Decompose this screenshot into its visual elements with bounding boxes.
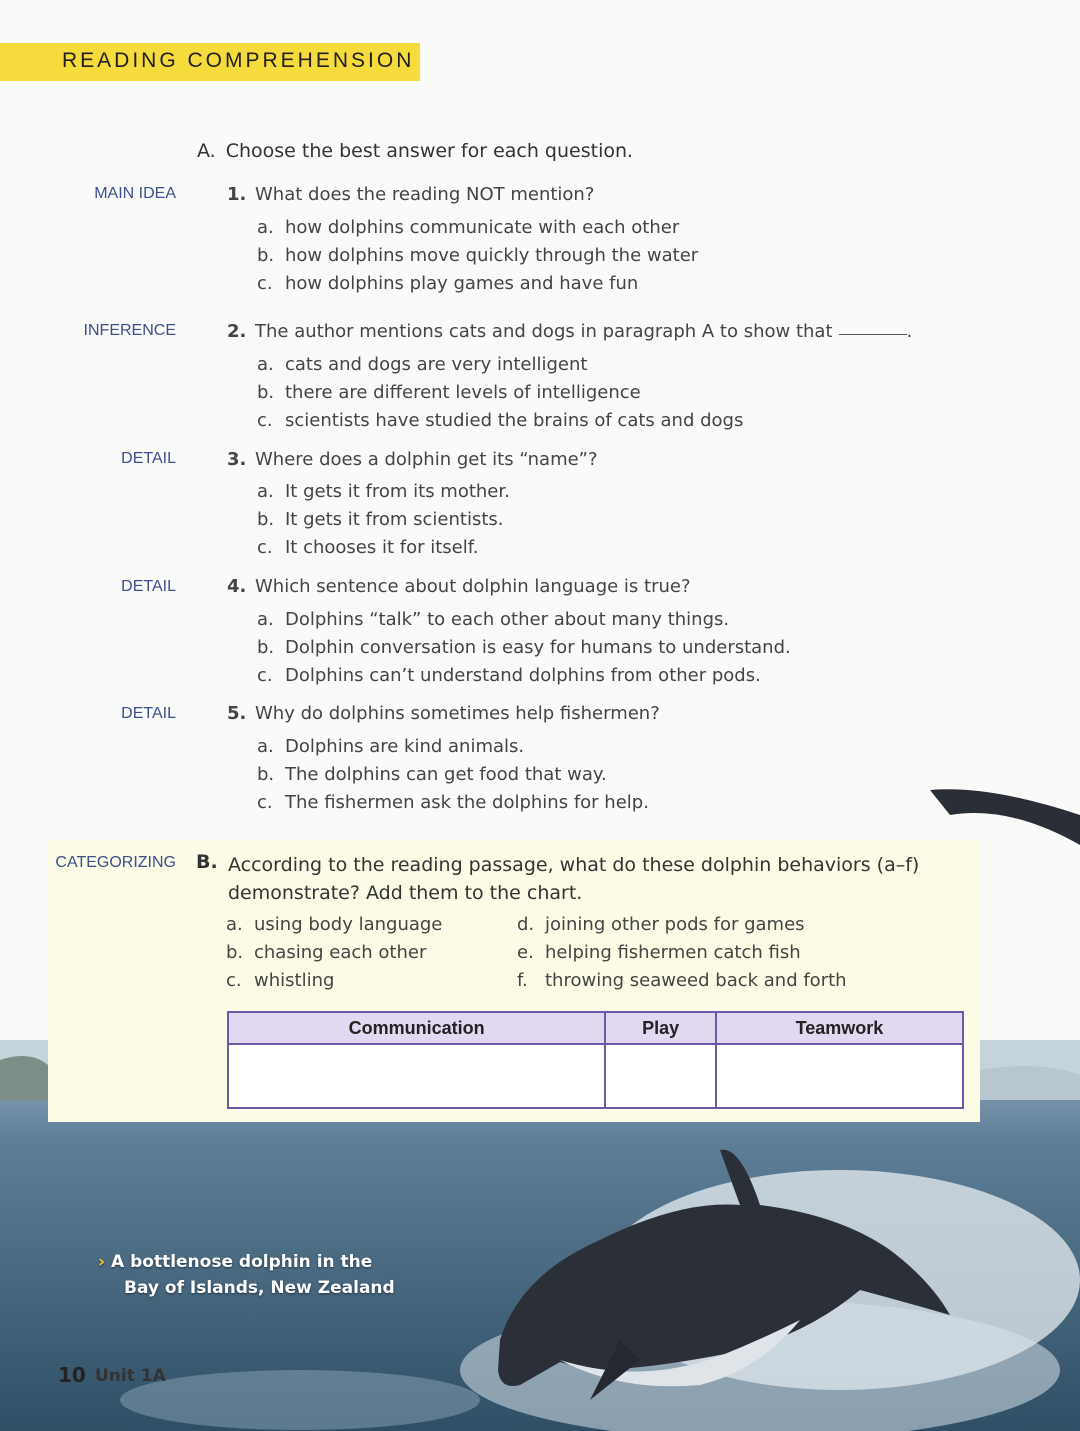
answer-option[interactable] xyxy=(257,354,587,375)
option-letter: b. xyxy=(257,637,275,658)
answer-option[interactable] xyxy=(257,764,607,785)
category-chart xyxy=(227,1011,964,1109)
chart-cell-communication[interactable] xyxy=(228,1044,605,1108)
answer-option[interactable] xyxy=(257,792,649,813)
option-text: It gets it from scientists. xyxy=(285,509,504,530)
option-letter: c. xyxy=(257,792,273,813)
unit-label: Unit 1A xyxy=(95,1366,166,1386)
behavior-item xyxy=(226,914,442,935)
question-1 xyxy=(227,184,594,205)
section-b-instruction: According to the reading passage, what do these dolphin behaviors (a–f) demonstrate? Add them to the chart. xyxy=(228,854,920,904)
answer-option[interactable] xyxy=(257,736,524,757)
section-b-tag: CATEGORIZING xyxy=(55,854,176,871)
answer-option[interactable] xyxy=(257,609,729,630)
behavior-letter: f. xyxy=(517,970,528,991)
option-letter: a. xyxy=(257,736,274,757)
behavior-text: helping fishermen catch fish xyxy=(545,942,801,963)
question-4 xyxy=(227,576,691,597)
question-tag: DETAIL xyxy=(121,705,176,722)
question-tag: MAIN IDEA xyxy=(94,185,176,202)
answer-option[interactable] xyxy=(257,481,510,502)
question-3 xyxy=(227,449,598,470)
question-5 xyxy=(227,703,660,724)
answer-option[interactable] xyxy=(257,382,641,403)
caption-line-2: Bay of Islands, New Zealand xyxy=(124,1278,395,1298)
option-text: Dolphin conversation is easy for humans to understand. xyxy=(285,637,791,658)
chart-header-teamwork: Teamwork xyxy=(716,1012,963,1044)
caption-line-1: A bottlenose dolphin in the xyxy=(111,1252,373,1272)
question-text: Why do dolphins sometimes help fishermen? xyxy=(255,703,660,724)
option-text: cats and dogs are very intelligent xyxy=(285,354,588,375)
section-title: READING COMPREHENSION xyxy=(62,49,415,72)
section-header xyxy=(0,43,420,81)
answer-option[interactable] xyxy=(257,217,679,238)
behavior-letter: c. xyxy=(226,970,242,991)
question-number: 4. xyxy=(227,576,247,597)
option-text: It chooses it for itself. xyxy=(285,537,479,558)
chart-cell-play[interactable] xyxy=(605,1044,716,1108)
answer-option[interactable] xyxy=(257,245,698,266)
option-letter: a. xyxy=(257,609,274,630)
option-text: Dolphins can’t understand dolphins from other pods. xyxy=(285,665,761,686)
option-text: The dolphins can get food that way. xyxy=(285,764,607,785)
section-a-letter: A. xyxy=(197,140,216,162)
question-text: What does the reading NOT mention? xyxy=(255,184,595,205)
question-text: Where does a dolphin get its “name”? xyxy=(255,449,598,470)
question-number: 5. xyxy=(227,703,247,724)
chart-header-communication: Communication xyxy=(228,1012,605,1044)
page-number: 10 xyxy=(58,1363,86,1387)
behavior-letter: d. xyxy=(517,914,535,935)
answer-option[interactable] xyxy=(257,273,638,294)
behavior-item xyxy=(517,970,847,991)
option-letter: c. xyxy=(257,665,273,686)
option-text: Dolphins “talk” to each other about many things. xyxy=(285,609,730,630)
answer-option[interactable] xyxy=(257,410,743,431)
section-b-letter: B. xyxy=(196,851,218,873)
option-letter: a. xyxy=(257,217,274,238)
question-number: 2. xyxy=(227,321,247,342)
option-letter: b. xyxy=(257,764,275,785)
behavior-text: joining other pods for games xyxy=(545,914,805,935)
behavior-text: chasing each other xyxy=(254,942,427,963)
option-letter: b. xyxy=(257,245,275,266)
question-tag: INFERENCE xyxy=(83,322,176,339)
option-text: The fishermen ask the dolphins for help. xyxy=(285,792,649,813)
option-letter: b. xyxy=(257,509,275,530)
chevron-right-icon: › xyxy=(98,1252,106,1272)
question-text: The author mentions cats and dogs in paragraph A to show that xyxy=(255,321,833,342)
behavior-item xyxy=(517,942,801,963)
option-letter: a. xyxy=(257,481,274,502)
option-letter: c. xyxy=(257,537,273,558)
question-tag: DETAIL xyxy=(121,450,176,467)
question-number: 3. xyxy=(227,449,247,470)
option-text: there are different levels of intelligence xyxy=(285,382,641,403)
option-letter: a. xyxy=(257,354,274,375)
behavior-item xyxy=(226,942,426,963)
option-letter: c. xyxy=(257,410,273,431)
option-text: how dolphins move quickly through the water xyxy=(285,245,699,266)
behavior-letter: a. xyxy=(226,914,243,935)
question-text: Which sentence about dolphin language is true? xyxy=(255,576,691,597)
answer-blank[interactable] xyxy=(839,334,907,335)
option-text: how dolphins communicate with each other xyxy=(285,217,680,238)
section-a-text: Choose the best answer for each question. xyxy=(225,140,634,162)
photo-caption xyxy=(98,1249,395,1301)
section-a-instruction xyxy=(197,140,633,162)
answer-option[interactable] xyxy=(257,637,791,658)
question-number: 1. xyxy=(227,184,247,205)
option-text: how dolphins play games and have fun xyxy=(285,273,639,294)
answer-option[interactable] xyxy=(257,537,478,558)
chart-header-play: Play xyxy=(605,1012,716,1044)
chart-cell-teamwork[interactable] xyxy=(716,1044,963,1108)
option-text: scientists have studied the brains of cats and dogs xyxy=(285,410,744,431)
option-letter: b. xyxy=(257,382,275,403)
answer-option[interactable] xyxy=(257,665,761,686)
behavior-item xyxy=(226,970,334,991)
behavior-letter: b. xyxy=(226,942,244,963)
option-text: Dolphins are kind animals. xyxy=(285,736,525,757)
answer-option[interactable] xyxy=(257,509,504,530)
question-end: . xyxy=(906,321,913,342)
option-letter: c. xyxy=(257,273,273,294)
fin-fragment xyxy=(930,785,1080,845)
question-tag: DETAIL xyxy=(121,578,176,595)
behavior-item xyxy=(517,914,805,935)
behavior-text: using body language xyxy=(254,914,443,935)
behavior-text: whistling xyxy=(254,970,335,991)
behavior-letter: e. xyxy=(517,942,534,963)
question-2 xyxy=(227,321,912,342)
option-text: It gets it from its mother. xyxy=(285,481,510,502)
behavior-text: throwing seaweed back and forth xyxy=(545,970,847,991)
